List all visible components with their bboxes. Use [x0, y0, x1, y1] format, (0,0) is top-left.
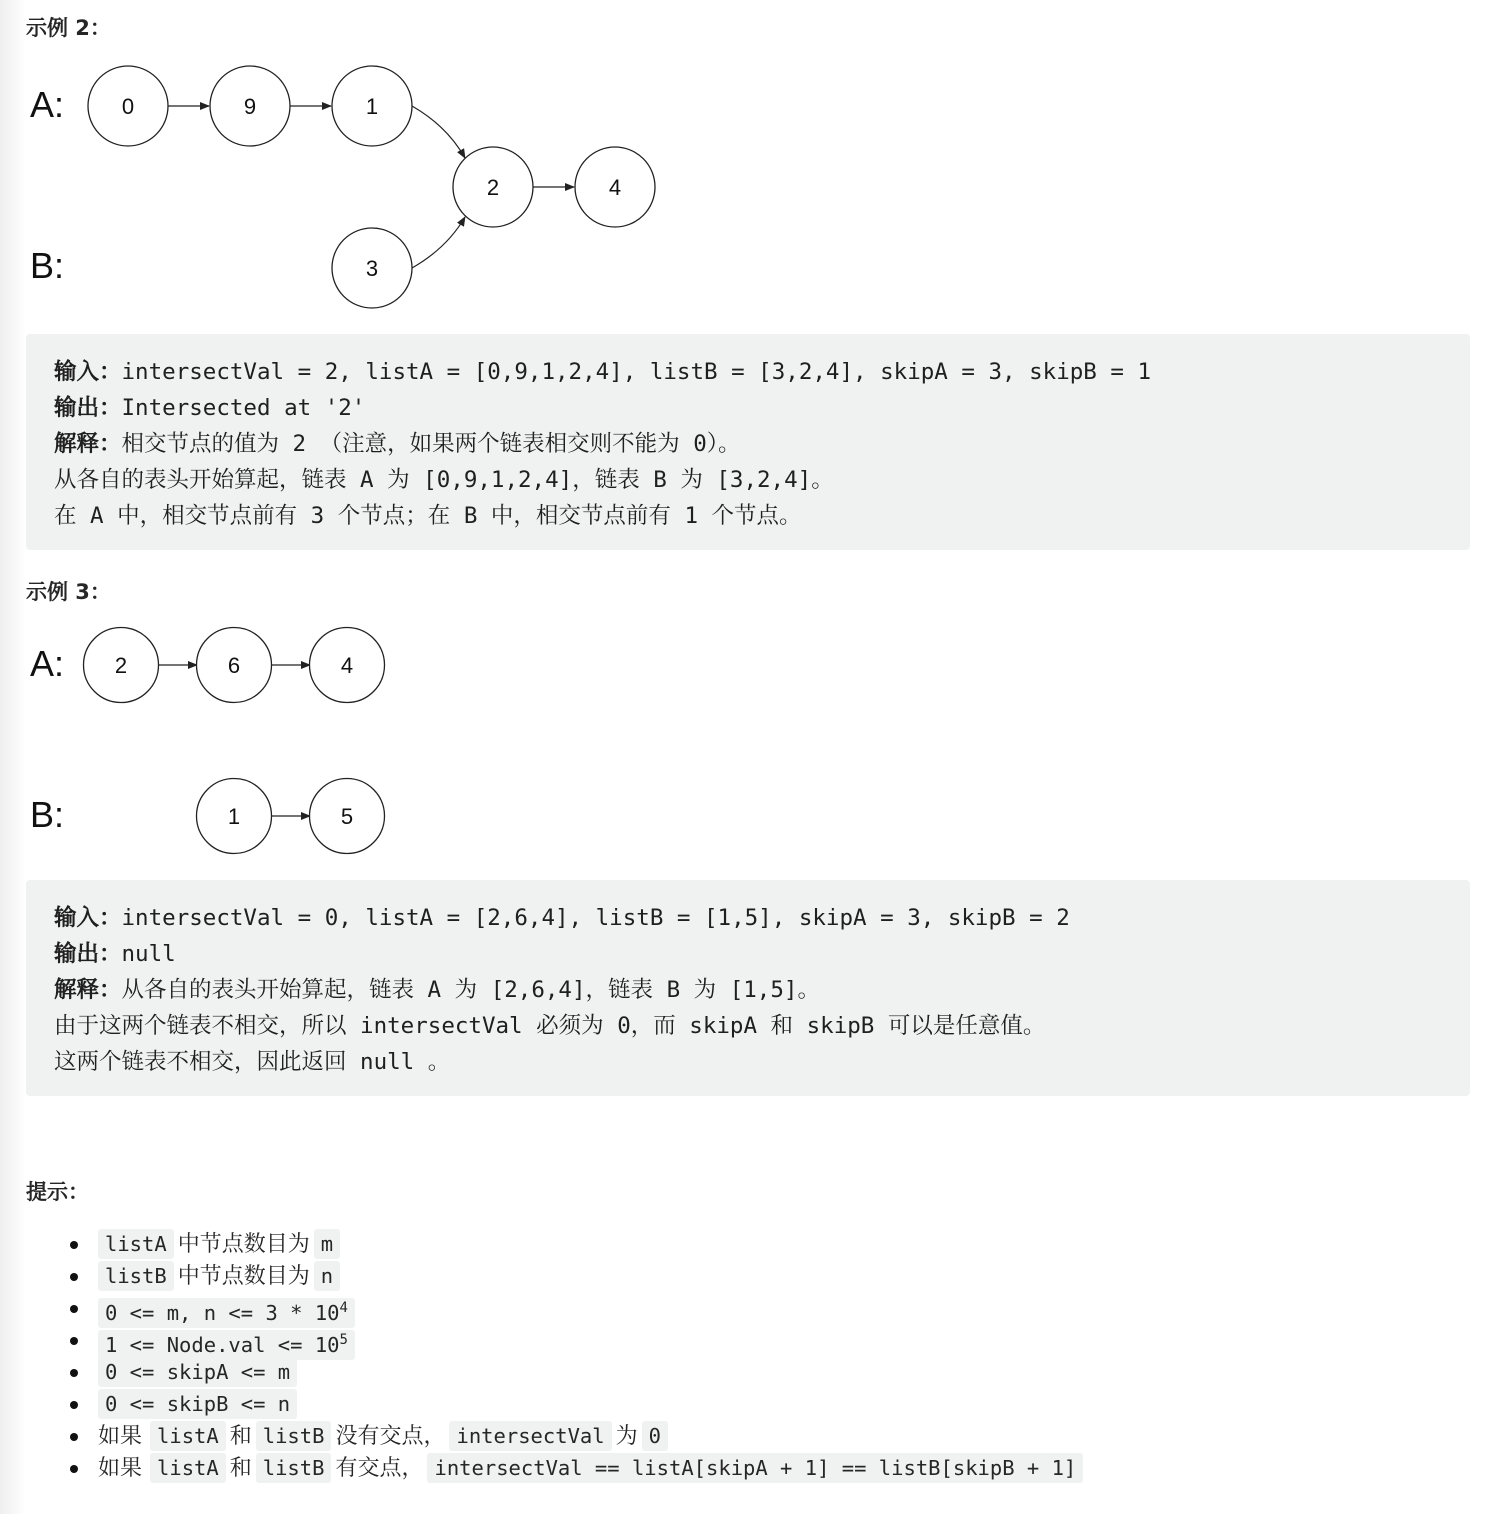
list-item: 如果 listA 和 listB 有交点， intersectVal == listA[skipA + 1] == listB[skipB + 1] [60, 1452, 1083, 1484]
list-item: 0 <= m, $n <= 3 * 10^4$ [60, 1292, 1083, 1324]
svg-text:1: 1 [365, 94, 379, 119]
code-line: 输入：intersectVal = 0, listA = [2,6,4], listB = [1,5], skipA = 3, skipB = 2 [54, 905, 1070, 931]
svg-text:4: 4 [608, 175, 622, 200]
list-a-label: A: [30, 643, 65, 684]
bullet-icon [70, 1465, 78, 1473]
list-a-label: A: [30, 84, 65, 125]
node-3 [332, 228, 412, 308]
node-4 [310, 628, 385, 703]
node-1 [197, 779, 272, 854]
node-2 [84, 628, 159, 703]
node-6 [197, 628, 272, 703]
bullet-icon [70, 1273, 78, 1281]
node-1 [332, 66, 412, 146]
bullet-icon [70, 1337, 78, 1345]
svg-text:9: 9 [243, 94, 257, 119]
code-line: 解释：相交节点的值为 2 （注意，如果两个链表相交则不能为 0）。 [54, 431, 741, 457]
bullet-icon [70, 1433, 78, 1441]
svg-text:1: 1 [227, 804, 241, 829]
code-line: 输出：Intersected at '2' [54, 395, 366, 421]
node-5 [310, 779, 385, 854]
example-3-heading: 示例 3： [26, 580, 111, 604]
example-2-heading: 示例 2： [26, 16, 111, 40]
hints-list [60, 1228, 1083, 1484]
bullet-icon [70, 1305, 78, 1313]
bullet-icon [70, 1241, 78, 1249]
list-item: listA 中节点数目为 m [60, 1228, 1083, 1260]
code-line: 由于这两个链表不相交，所以 intersectVal 必须为 0，而 skipA 和 skipB 可以是任意值。 [54, 1013, 1046, 1039]
svg-text:5: 5 [340, 804, 354, 829]
code-line: 在 A 中，相交节点前有 3 个节点；在 B 中，相交节点前有 1 个节点。 [54, 503, 802, 529]
list-item: 0 <= skipA <= m [60, 1356, 1083, 1388]
svg-text:4: 4 [340, 653, 354, 678]
list-item: 0 <= skipB <= n [60, 1388, 1083, 1420]
node-9 [210, 66, 290, 146]
example-3-code-block [26, 880, 1470, 1096]
code-line: 解释：从各自的表头开始算起，链表 A 为 [2,6,4]，链表 B 为 [1,5]。 [54, 977, 820, 1003]
list-item: 1 <= Node.val <= $10^5$ [60, 1324, 1083, 1356]
code-line: 这两个链表不相交，因此返回 null 。 [54, 1049, 451, 1075]
hints-heading: 提示： [26, 1180, 89, 1204]
svg-text:2: 2 [114, 653, 128, 678]
svg-text:6: 6 [227, 653, 241, 678]
node-4 [575, 147, 655, 227]
bullet-icon [70, 1369, 78, 1377]
edge-1-2 [412, 106, 465, 158]
node-2 [453, 147, 533, 227]
list-item: 如果 listA 和 listB 没有交点， intersectVal 为 0 [60, 1420, 1083, 1452]
bullet-icon [70, 1401, 78, 1409]
list-item: listB 中节点数目为 n [60, 1260, 1083, 1292]
edge-3-2 [412, 217, 465, 268]
example-2-diagram [0, 60, 700, 320]
list-b-label: B: [30, 245, 65, 286]
code-line: 输出：null [54, 941, 176, 967]
list-b-label: B: [30, 794, 65, 835]
code-line: 输入：intersectVal = 2, listA = [0,9,1,2,4], listB = [3,2,4], skipA = 3, skipB = 1 [54, 359, 1152, 385]
svg-text:2: 2 [486, 175, 500, 200]
example-3-diagram [0, 620, 420, 865]
node-0 [88, 66, 168, 146]
svg-text:3: 3 [365, 256, 379, 281]
example-2-code-block [26, 334, 1470, 550]
svg-text:0: 0 [121, 94, 135, 119]
code-line: 从各自的表头开始算起，链表 A 为 [0,9,1,2,4]，链表 B 为 [3,2,4]。 [54, 467, 834, 493]
